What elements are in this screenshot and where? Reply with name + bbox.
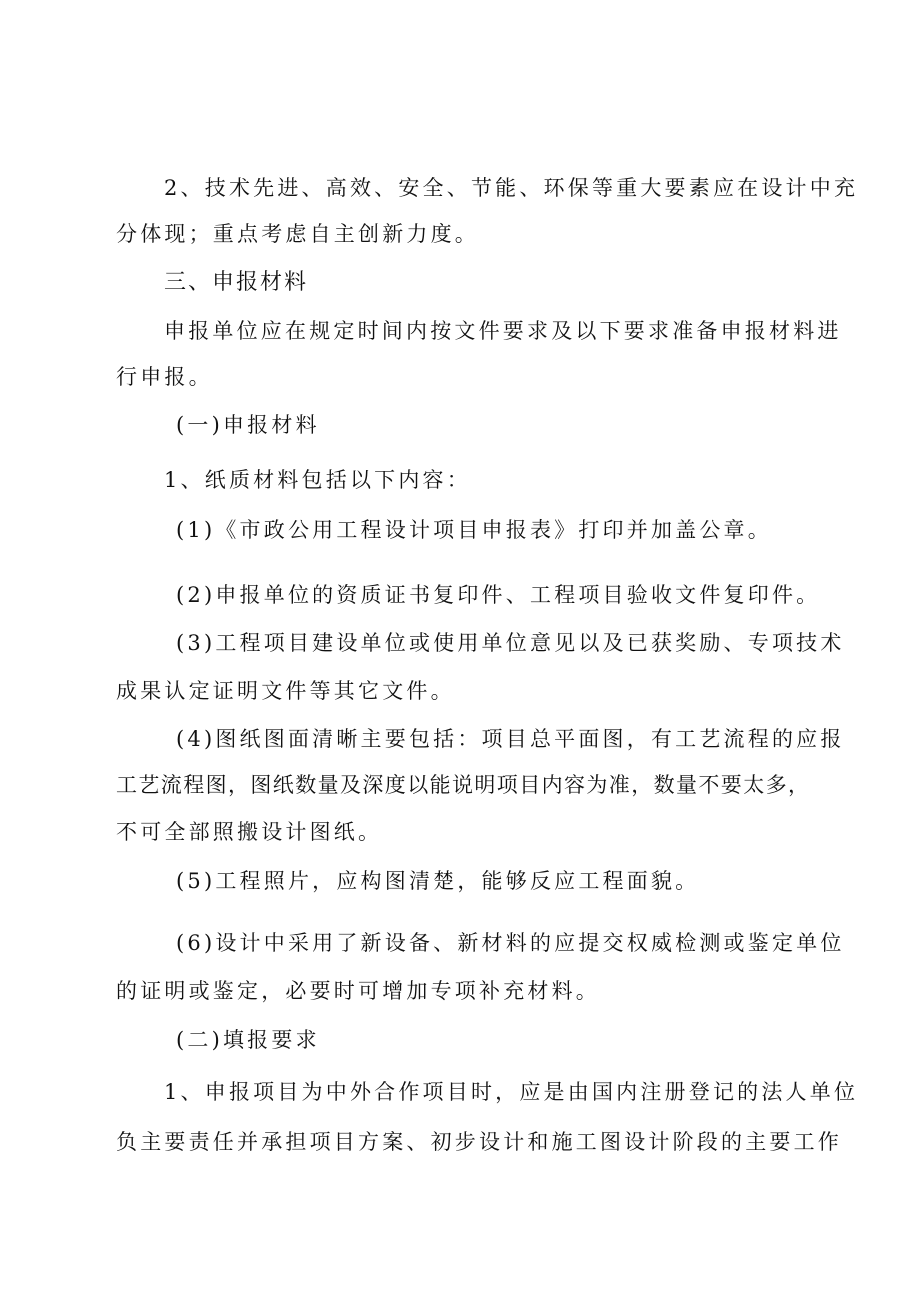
paragraph-4-line-2: 负主要责任并承担项目方案、初步设计和施工图设计阶段的主要工作 — [116, 1130, 842, 1154]
paragraph-2-line-2: 行申报。 — [116, 365, 213, 389]
item-3-line-1: (3)工程项目建设单位或使用单位意见以及已获奖励、专项技术 — [176, 631, 845, 655]
paragraph-4-line-1: 1、申报项目为中外合作项目时，应是由国内注册登记的法人单位 — [164, 1080, 859, 1104]
paragraph-1-line-2: 分体现；重点考虑自主创新力度。 — [116, 222, 479, 246]
item-4-line-3: 不可全部照搬设计图纸。 — [116, 820, 383, 844]
item-3-line-2: 成果认定证明文件等其它文件。 — [116, 679, 455, 703]
paragraph-3: 1、纸质材料包括以下内容： — [164, 468, 471, 492]
paragraph-2-line-1: 申报单位应在规定时间内按文件要求及以下要求准备申报材料进 — [164, 319, 842, 343]
item-1: (1)《市政公用工程设计项目申报表》打印并加盖公章。 — [176, 518, 772, 542]
item-2: (2)申报单位的资质证书复印件、工程项目验收文件复印件。 — [176, 583, 821, 607]
subheading-2: (二)填报要求 — [176, 1028, 320, 1052]
item-6-line-1: (6)设计中采用了新设备、新材料的应提交权威检测或鉴定单位 — [176, 931, 845, 955]
subheading-1: (一)申报材料 — [176, 413, 320, 437]
section-heading: 三、申报材料 — [164, 270, 309, 295]
item-5: (5)工程照片，应构图清楚，能够反应工程面貌。 — [176, 869, 700, 893]
item-4-line-1: (4)图纸图面清晰主要包括：项目总平面图，有工艺流程的应报 — [176, 727, 845, 751]
item-4-line-2: 工艺流程图，图纸数量及深度以能说明项目内容为准，数量不要太多， — [116, 773, 811, 797]
item-6-line-2: 的证明或鉴定，必要时可增加专项补充材料。 — [116, 979, 600, 1003]
paragraph-1-line-1: 2、技术先进、高效、安全、节能、环保等重大要素应在设计中充 — [164, 176, 859, 200]
